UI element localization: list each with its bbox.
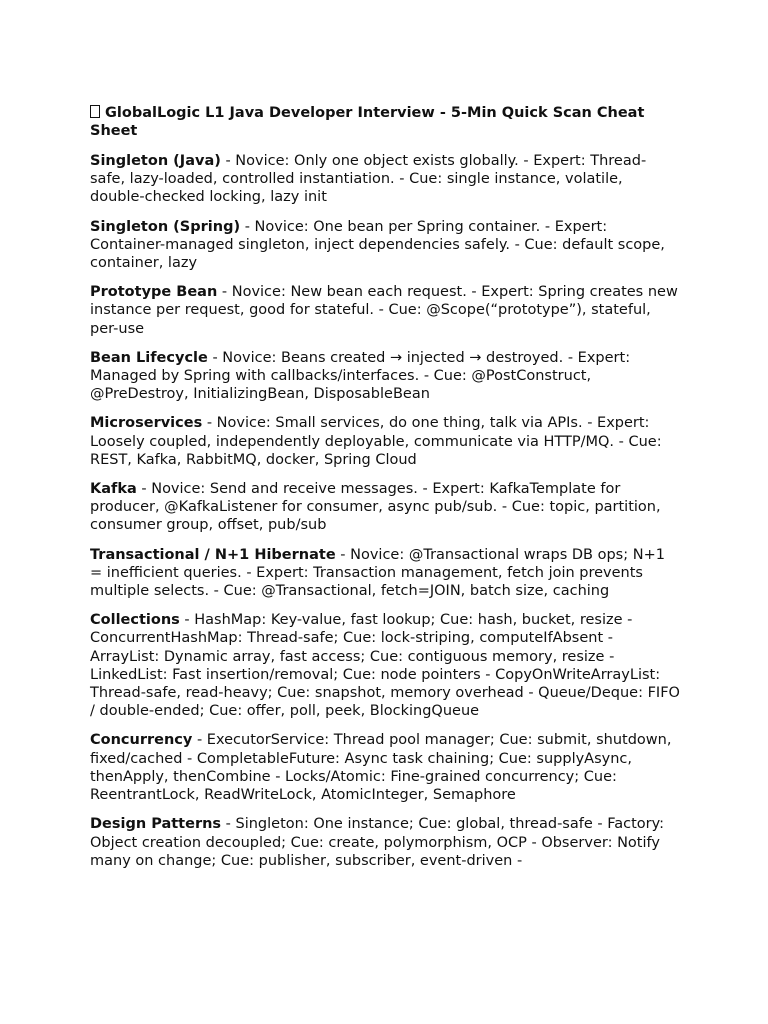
section-singleton-spring	[90, 218, 680, 273]
section-transactional-hibernate	[90, 546, 680, 601]
section-term: Kafka	[90, 481, 137, 498]
section-collections	[90, 611, 680, 720]
section-microservices	[90, 414, 680, 469]
section-text: - Novice: Only one object exists globally. - Expert: Thread-safe, lazy-loaded, controlled instantiation. - Cue: single instance, volatile, double-checked locking, lazy init	[90, 153, 647, 206]
section-concurrency	[90, 731, 680, 804]
section-term: Singleton (Spring)	[90, 218, 241, 235]
section-text: - Novice: Beans created → injected → destroyed. - Expert: Managed by Spring with callbacks/interfaces. - Cue: @PostConstruct, @PreDestroy, InitializingBean, DisposableBean	[90, 349, 631, 403]
section-design-patterns	[90, 815, 680, 870]
section-text: - Novice: One bean per Spring container. - Expert: Container-managed singleton, inject dependencies safely. - Cue: default scope, container, lazy	[90, 218, 665, 272]
missing-glyph-icon	[90, 105, 100, 118]
section-text: - Singleton: One instance; Cue: global, thread-safe - Factory: Object creation decoupled; Cue: create, polymorphism, OCP - Observer: Notify many on change; Cue: publisher, subscriber, event-driven -	[90, 816, 665, 869]
section-text: - Novice: @Transactional wraps DB ops; N+1 = inefficient queries. - Expert: Transaction management, fetch join prevents multiple selects. - Cue: @Transactional, fetch=JOIN, batch size, caching	[90, 546, 665, 600]
section-term: Singleton (Java)	[90, 153, 221, 169]
section-text: - Novice: Send and receive messages. - Expert: KafkaTemplate for producer, @KafkaListener for consumer, async pub/sub. - Cue: topic, partition, consumer group, offset, pub/sub	[90, 481, 661, 534]
section-text: - HashMap: Key-value, fast lookup; Cue: hash, bucket, resize - ConcurrentHashMap: Thread-safe; Cue: lock-striping, computeIfAbsent - ArrayList: Dynamic array, fast access; Cue: contiguous memory, resize - LinkedList: Fast insertion/removal; Cue: node pointers - CopyOnWriteArrayList: Thread-safe, read-heavy; Cue: snapshot, memory overhead - Queue/Deque: FIFO / double-ended; Cue: offer, poll, peek, BlockingQueue	[90, 612, 680, 720]
section-term: Microservices	[90, 415, 203, 432]
section-term: Concurrency	[90, 732, 193, 749]
document-title-text: GlobalLogic L1 Java Developer Interview - 5-Min Quick Scan Cheat Sheet	[90, 105, 645, 139]
section-text: - Novice: Small services, do one thing, talk via APIs. - Expert: Loosely coupled, independently deployable, communicate via HTTP/MQ. - Cue: REST, Kafka, RabbitMQ, docker, Spring Cloud	[90, 415, 662, 468]
section-prototype-bean	[90, 283, 680, 338]
document-title	[90, 104, 680, 140]
section-text: - ExecutorService: Thread pool manager; Cue: submit, shutdown, fixed/cached - CompletableFuture: Async task chaining; Cue: supplyAsync, thenApply, thenCombine - Locks/Atomic: Fine-grained concurrency; Cue: ReentrantLock, ReadWriteLock, AtomicInteger, Semaphore	[90, 732, 672, 804]
section-term: Collections	[90, 612, 180, 629]
section-term: Prototype Bean	[90, 284, 218, 301]
section-kafka	[90, 480, 680, 535]
section-text: - Novice: New bean each request. - Expert: Spring creates new instance per request, good for stateful. - Cue: @Scope(“prototype”), stateful, per-use	[90, 284, 678, 337]
section-term: Transactional / N+1 Hibernate	[90, 546, 336, 563]
section-bean-lifecycle	[90, 349, 680, 404]
section-singleton-java	[90, 152, 680, 207]
document-page	[90, 104, 680, 881]
section-term: Design Patterns	[90, 816, 222, 833]
section-term: Bean Lifecycle	[90, 349, 208, 366]
